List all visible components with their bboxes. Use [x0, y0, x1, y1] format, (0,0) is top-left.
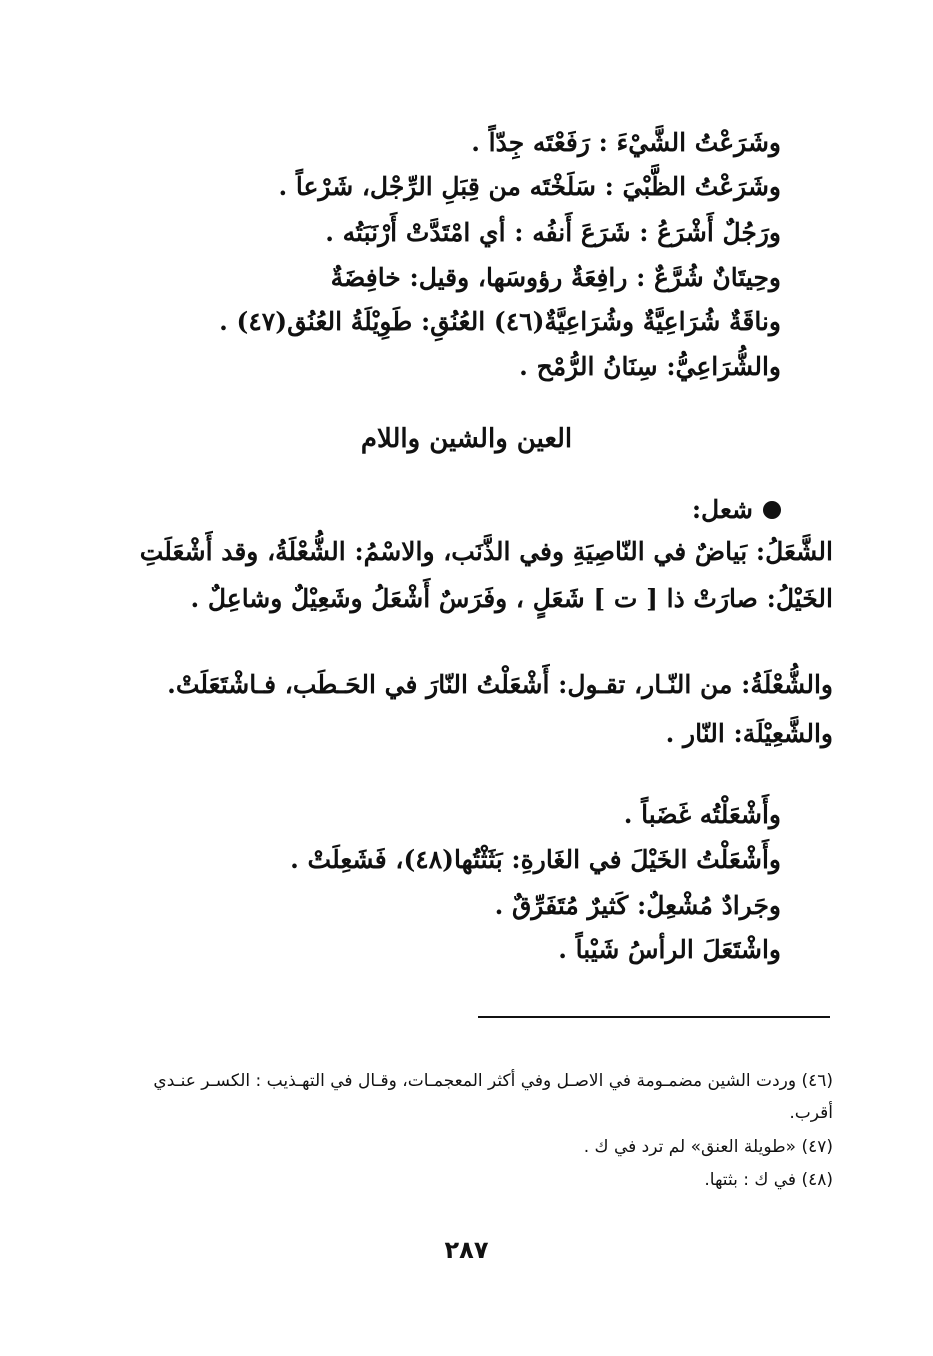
paragraph-line: الشَّعَلُ: بَياضٌ في النّاصِيَةِ وفي الذَّنَب، والاسْمُ: الشُّعْلَةُ، وقد أَشْعَلَتِ: [139, 537, 833, 566]
paragraph-line: والشُّعْلَةُ: من النّـار، تقـول: أَشْعَلْتُ النّارَ في الحَـطَب، فـاشْتَعَلَتْ.: [167, 670, 833, 699]
text-line: والشُّرَاعِيُّ: سِنَانُ الرُّمْح .: [519, 352, 781, 381]
text-line: وجَرادٌ مُشْعِلٌ: كَثيرٌ مُتَفَرِّقٌ .: [494, 891, 781, 920]
text-line: وشَرَعْتُ الشَّيْءَ : رَفَعْتَه جِدّاً .: [471, 128, 781, 157]
footnote-47: (٤٧) «طويلة العنق» لم ترد في ك .: [583, 1137, 833, 1157]
paragraph-line: الخَيْلُ: صارَتْ ذا [ ت ] شَعَلٍ ، وفَرَسٌ أَشْعَلُ وشَعِيْلٌ وشاعِلٌ .: [190, 584, 833, 613]
text-line: وشَرَعْتُ الظَّبْيَ : سَلَخْتَه من قِبَلِ الرِّجْل، شَرْعاً .: [278, 172, 781, 201]
page-number: ٢٨٧: [444, 1236, 489, 1264]
footnote-divider: [478, 1016, 830, 1018]
text-line: واشْتَعَلَ الرأسُ شَيْباً .: [558, 935, 781, 964]
text-line: وأَشْعَلْتُ الخَيْلَ في الغَارةِ: بَثَثْتُها(٤٨)، فَشَعِلَتْ .: [290, 845, 781, 874]
headword-label: شعل:: [691, 495, 753, 524]
entry-headword: [692, 495, 781, 524]
text-line: وناقَةٌ شُرَاعِيَّةٌ وشُرَاعِيَّةٌ(٤٦) العُنُقِ: طَوِيْلَةُ العُنُق(٤٧) .: [219, 307, 781, 336]
footnote-46-continued: أقرب.: [789, 1103, 833, 1123]
filled-circle-icon: [763, 501, 781, 519]
section-heading: العين والشين واللام: [360, 424, 573, 454]
text-line: وأَشْعَلْتُه غَضَباً .: [623, 800, 781, 829]
text-line: وحِيتَانٌ شُرَّعٌ : رافِعَةٌ رؤوسَها، وقيل: خافِضَةٌ: [330, 263, 781, 292]
paragraph-line: والشَّعِيْلَة: النّار .: [665, 719, 833, 748]
footnote-46: (٤٦) وردت الشين مضمـومة في الاصـل وفي أكثر المعجمـات، وقـال في التهـذيب : الكسـر عنـدي: [153, 1071, 833, 1091]
footnote-48: (٤٨) في ك : بثتها.: [704, 1170, 833, 1190]
text-line: ورَجُلٌ أَشْرَعُ : شَرَعَ أَنفُه : أي امْتَدَّتْ أَرْنَبَتُه .: [325, 218, 781, 247]
